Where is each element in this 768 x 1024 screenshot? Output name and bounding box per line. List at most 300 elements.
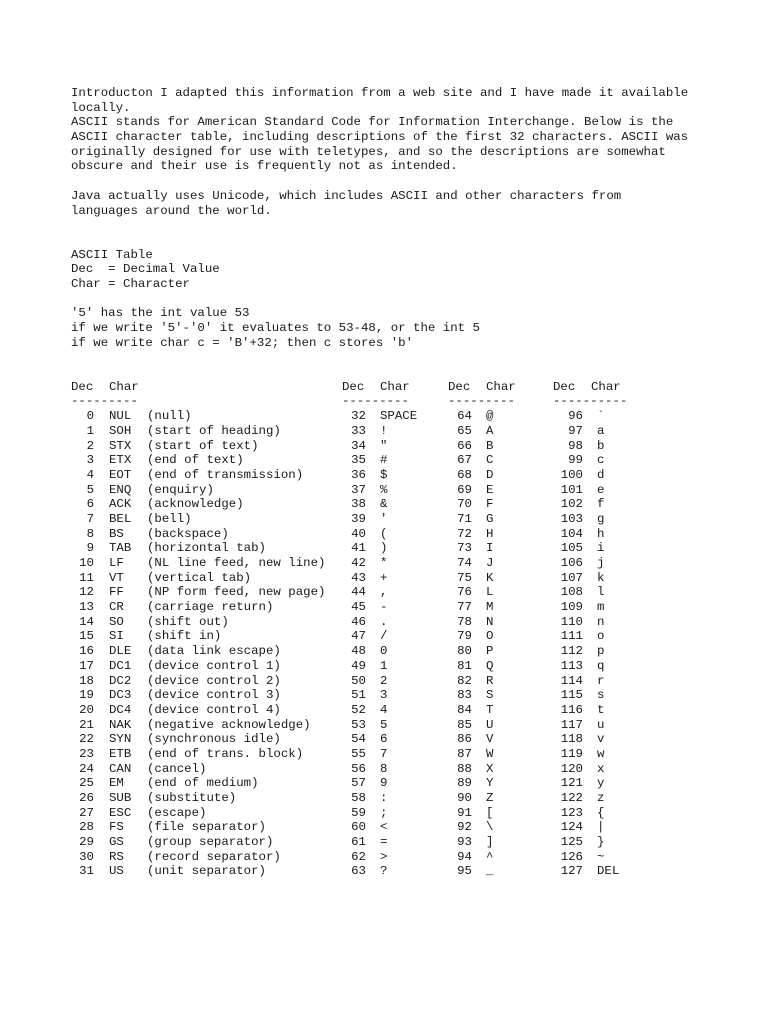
legend [71, 248, 751, 292]
dec-value: 9 [86, 541, 94, 556]
char-value: & [380, 497, 388, 512]
dec-value: 49 [351, 658, 366, 673]
char-value: w [597, 746, 605, 761]
char-abbr: SI [109, 629, 124, 644]
dec-value: 127 [560, 864, 583, 879]
char-desc: (acknowledge) [147, 497, 244, 512]
dec-value: 5 [86, 482, 94, 497]
char-value: U [486, 717, 494, 732]
dec-value: 28 [79, 820, 94, 835]
table-row [342, 747, 417, 762]
dec-value: 123 [560, 805, 583, 820]
dec-value: 21 [79, 717, 94, 732]
char-desc: (negative acknowledge) [147, 717, 311, 732]
char-value: x [597, 761, 605, 776]
char-abbr: US [109, 864, 124, 879]
table-row [448, 776, 516, 791]
char-value: n [597, 614, 605, 629]
char-value: N [486, 614, 494, 629]
char-desc: (device control 2) [147, 673, 281, 688]
java-line: Java actually uses Unicode, which includes ASCII and other characters from [71, 188, 622, 203]
table-row [448, 644, 516, 659]
dec-value: 3 [86, 453, 94, 468]
char-value: ] [486, 835, 494, 850]
table-row [448, 615, 516, 630]
char-value: 6 [380, 732, 388, 747]
table-row [342, 483, 417, 498]
table-row [342, 864, 417, 879]
table-row [342, 453, 417, 468]
char-desc: (end of text) [147, 453, 244, 468]
char-desc: (start of text) [147, 438, 259, 453]
char-value: E [486, 482, 494, 497]
char-desc: (vertical tab) [147, 570, 252, 585]
dec-value: 46 [351, 614, 366, 629]
legend-title: ASCII Table [71, 247, 153, 262]
char-desc: (shift out) [147, 614, 229, 629]
char-abbr: NAK [109, 717, 132, 732]
char-desc: (escape) [147, 805, 207, 820]
char-desc: (shift in) [147, 629, 222, 644]
intro-line: ASCII stands for American Standard Code for Information Interchange. Below is the [71, 115, 674, 130]
char-value: ! [380, 423, 388, 438]
char-value: 7 [380, 746, 388, 761]
char-abbr: DC1 [109, 658, 132, 673]
dec-header: Dec [553, 379, 576, 394]
table-row [342, 806, 417, 821]
dec-value: 36 [351, 467, 366, 482]
char-abbr: ESC [109, 805, 132, 820]
table-row [71, 806, 325, 821]
dec-value: 55 [351, 746, 366, 761]
dec-value: 106 [560, 556, 583, 571]
dec-value: 35 [351, 453, 366, 468]
legend-char: Char = Character [71, 276, 190, 291]
char-value: m [597, 600, 605, 615]
dec-value: 89 [457, 776, 472, 791]
table-row [553, 453, 627, 468]
char-desc: (backspace) [147, 526, 229, 541]
char-abbr: ETX [109, 453, 132, 468]
dec-value: 73 [457, 541, 472, 556]
char-abbr: ENQ [109, 482, 132, 497]
dec-value: 79 [457, 629, 472, 644]
char-abbr: STX [109, 438, 132, 453]
char-value: ~ [597, 849, 605, 864]
table-row [342, 718, 417, 733]
table-row [71, 674, 325, 689]
char-value: } [597, 835, 605, 850]
dec-value: 32 [351, 409, 366, 424]
table-row [71, 762, 325, 777]
char-abbr: FF [109, 585, 124, 600]
table-row [342, 688, 417, 703]
ascii-column-uppercase [448, 380, 516, 879]
table-row [553, 688, 627, 703]
dec-value: 16 [79, 644, 94, 659]
table-row [448, 820, 516, 835]
char-value: ? [380, 864, 388, 879]
char-value: V [486, 732, 494, 747]
table-row [342, 527, 417, 542]
dec-value: 115 [560, 688, 583, 703]
char-value: G [486, 511, 494, 526]
table-row [342, 439, 417, 454]
char-desc: (group separator) [147, 835, 274, 850]
dec-value: 47 [351, 629, 366, 644]
dec-value: 97 [568, 423, 583, 438]
char-header: Char [486, 379, 516, 394]
dec-value: 80 [457, 644, 472, 659]
table-row [71, 703, 325, 718]
header-rule: --------- [71, 394, 138, 409]
table-row [553, 409, 627, 424]
dec-value: 122 [560, 791, 583, 806]
table-row [553, 571, 627, 586]
dec-value: 82 [457, 673, 472, 688]
dec-value: 98 [568, 438, 583, 453]
dec-value: 110 [560, 614, 583, 629]
char-value: y [597, 776, 605, 791]
char-desc: (device control 4) [147, 702, 281, 717]
table-row [71, 409, 325, 424]
dec-value: 13 [79, 600, 94, 615]
char-value: Y [486, 776, 494, 791]
table-row [448, 732, 516, 747]
dec-value: 18 [79, 673, 94, 688]
char-desc: (substitute) [147, 791, 237, 806]
dec-value: 39 [351, 511, 366, 526]
dec-value: 38 [351, 497, 366, 512]
char-value: H [486, 526, 494, 541]
ascii-column-control [71, 380, 325, 879]
char-value: t [597, 702, 605, 717]
document-page [71, 86, 751, 900]
dec-value: 42 [351, 556, 366, 571]
dec-value: 75 [457, 570, 472, 585]
table-row [71, 791, 325, 806]
table-row [448, 497, 516, 512]
char-value: - [380, 600, 388, 615]
dec-value: 118 [560, 732, 583, 747]
char-value: * [380, 556, 388, 571]
dec-value: 96 [568, 409, 583, 424]
char-value: f [597, 497, 605, 512]
dec-value: 77 [457, 600, 472, 615]
char-desc: (cancel) [147, 761, 207, 776]
char-abbr: SUB [109, 791, 132, 806]
table-row [553, 820, 627, 835]
table-row [553, 585, 627, 600]
table-row [448, 453, 516, 468]
char-abbr: GS [109, 835, 124, 850]
dec-value: 126 [560, 849, 583, 864]
char-value: _ [486, 864, 494, 879]
char-value: z [597, 791, 605, 806]
dec-value: 109 [560, 600, 583, 615]
table-row [342, 541, 417, 556]
table-row [71, 835, 325, 850]
intro-line: originally designed for use with teletypes, and so the descriptions are somewhat [71, 144, 666, 159]
char-abbr: SO [109, 614, 124, 629]
example-line: if we write char c = 'B'+32; then c stores 'b' [71, 335, 414, 350]
table-row [553, 850, 627, 865]
dec-value: 70 [457, 497, 472, 512]
table-row [448, 512, 516, 527]
char-value: SPACE [380, 409, 418, 424]
char-value: W [486, 746, 494, 761]
table-row [448, 527, 516, 542]
table-row [553, 556, 627, 571]
table-row [553, 864, 627, 879]
table-row [553, 615, 627, 630]
char-value: 2 [380, 673, 388, 688]
table-row [553, 629, 627, 644]
dec-value: 68 [457, 467, 472, 482]
char-value: M [486, 600, 494, 615]
char-abbr: EOT [109, 467, 132, 482]
table-row [71, 497, 325, 512]
char-desc: (data link escape) [147, 644, 281, 659]
table-row [342, 585, 417, 600]
char-desc: (horizontal tab) [147, 541, 266, 556]
table-row [71, 439, 325, 454]
char-value: { [597, 805, 605, 820]
char-desc: (record separator) [147, 849, 281, 864]
legend-dec: Dec = Decimal Value [71, 262, 220, 277]
char-desc: (null) [147, 409, 192, 424]
char-header: Char [591, 379, 621, 394]
table-row [553, 600, 627, 615]
table-row [448, 850, 516, 865]
table-row [71, 718, 325, 733]
char-abbr: BEL [109, 511, 132, 526]
table-row [553, 776, 627, 791]
char-value: | [597, 820, 605, 835]
table-row [342, 409, 417, 424]
table-row [448, 688, 516, 703]
column-header [448, 380, 516, 395]
char-value: v [597, 732, 605, 747]
char-abbr: DLE [109, 644, 132, 659]
dec-value: 53 [351, 717, 366, 732]
dec-value: 20 [79, 702, 94, 717]
char-value: B [486, 438, 494, 453]
table-row [71, 527, 325, 542]
char-value: i [597, 541, 605, 556]
table-row [448, 864, 516, 879]
table-row [342, 776, 417, 791]
table-row [71, 776, 325, 791]
dec-value: 74 [457, 556, 472, 571]
table-row [342, 850, 417, 865]
table-row [71, 644, 325, 659]
char-abbr: EM [109, 776, 124, 791]
dec-value: 91 [457, 805, 472, 820]
dec-value: 99 [568, 453, 583, 468]
table-row [342, 659, 417, 674]
char-value: K [486, 570, 494, 585]
char-value: DEL [597, 864, 620, 879]
char-value: q [597, 658, 605, 673]
char-value: I [486, 541, 494, 556]
dec-value: 84 [457, 702, 472, 717]
dec-value: 8 [86, 526, 94, 541]
table-row [342, 674, 417, 689]
char-value: Q [486, 658, 494, 673]
table-row [448, 556, 516, 571]
table-row [553, 732, 627, 747]
table-row [448, 468, 516, 483]
dec-value: 19 [79, 688, 94, 703]
table-row [448, 541, 516, 556]
dec-value: 41 [351, 541, 366, 556]
char-abbr: DC4 [109, 702, 132, 717]
dec-value: 57 [351, 776, 366, 791]
char-value: : [380, 791, 388, 806]
table-row [342, 600, 417, 615]
java-paragraph [71, 189, 751, 218]
dec-value: 114 [560, 673, 583, 688]
dec-value: 33 [351, 423, 366, 438]
table-row [71, 453, 325, 468]
table-row [71, 585, 325, 600]
table-row [342, 820, 417, 835]
char-value: L [486, 585, 494, 600]
dec-value: 65 [457, 423, 472, 438]
table-row [342, 703, 417, 718]
table-row [448, 409, 516, 424]
table-row [448, 659, 516, 674]
table-row [448, 674, 516, 689]
dec-header: Dec [342, 379, 365, 394]
char-value: > [380, 849, 388, 864]
char-value: = [380, 835, 388, 850]
dec-value: 58 [351, 791, 366, 806]
dec-value: 43 [351, 570, 366, 585]
table-row [448, 791, 516, 806]
char-abbr: ACK [109, 497, 132, 512]
char-value: J [486, 556, 494, 571]
dec-value: 93 [457, 835, 472, 850]
char-value: O [486, 629, 494, 644]
dec-value: 104 [560, 526, 583, 541]
table-row [342, 424, 417, 439]
char-value: . [380, 614, 388, 629]
char-desc: (NL line feed, new line) [147, 556, 326, 571]
column-header [71, 380, 325, 395]
table-row [448, 703, 516, 718]
dec-value: 113 [560, 658, 583, 673]
dec-value: 26 [79, 791, 94, 806]
char-desc: (file separator) [147, 820, 266, 835]
char-abbr: BS [109, 526, 124, 541]
dec-value: 51 [351, 688, 366, 703]
table-row [448, 483, 516, 498]
char-desc: (synchronous idle) [147, 732, 281, 747]
char-header: Char [109, 379, 139, 394]
dec-value: 112 [560, 644, 583, 659]
table-row [448, 571, 516, 586]
char-desc: (carriage return) [147, 600, 274, 615]
char-value: X [486, 761, 494, 776]
char-value: % [380, 482, 388, 497]
table-row [553, 483, 627, 498]
char-value: 9 [380, 776, 388, 791]
table-row [71, 571, 325, 586]
dec-header: Dec [71, 379, 94, 394]
dec-value: 1 [86, 423, 94, 438]
char-abbr: SYN [109, 732, 132, 747]
dec-value: 64 [457, 409, 472, 424]
char-abbr: VT [109, 570, 124, 585]
char-value: 4 [380, 702, 388, 717]
intro-paragraph [71, 86, 751, 174]
table-row [71, 541, 325, 556]
dec-value: 124 [560, 820, 583, 835]
char-desc: (enquiry) [147, 482, 214, 497]
table-row [71, 483, 325, 498]
char-desc: (device control 1) [147, 658, 281, 673]
dec-value: 85 [457, 717, 472, 732]
dec-value: 44 [351, 585, 366, 600]
char-value: 5 [380, 717, 388, 732]
table-row [71, 688, 325, 703]
dec-value: 14 [79, 614, 94, 629]
char-abbr: DC2 [109, 673, 132, 688]
char-value: < [380, 820, 388, 835]
dec-value: 90 [457, 791, 472, 806]
dec-value: 10 [79, 556, 94, 571]
ascii-table [71, 380, 751, 900]
dec-value: 17 [79, 658, 94, 673]
char-value: ( [380, 526, 388, 541]
table-row [553, 835, 627, 850]
dec-value: 31 [79, 864, 94, 879]
dec-value: 121 [560, 776, 583, 791]
char-value: P [486, 644, 494, 659]
dec-value: 23 [79, 746, 94, 761]
char-value: ' [380, 511, 388, 526]
table-row [553, 512, 627, 527]
table-row [553, 703, 627, 718]
header-rule: --------- [342, 394, 409, 409]
dec-value: 25 [79, 776, 94, 791]
char-desc: (start of heading) [147, 423, 281, 438]
dec-value: 105 [560, 541, 583, 556]
table-row [342, 497, 417, 512]
table-row [448, 585, 516, 600]
table-row [553, 439, 627, 454]
dec-value: 71 [457, 511, 472, 526]
table-row [342, 615, 417, 630]
intro-line: obscure and their use is frequently not as intended. [71, 159, 458, 174]
char-abbr: NUL [109, 409, 132, 424]
dec-value: 0 [86, 409, 94, 424]
dec-header: Dec [448, 379, 471, 394]
char-value: p [597, 644, 605, 659]
header-rule: --------- [448, 394, 515, 409]
dec-value: 92 [457, 820, 472, 835]
table-row [342, 571, 417, 586]
dec-value: 2 [86, 438, 94, 453]
table-row [71, 732, 325, 747]
char-value: Z [486, 791, 494, 806]
char-abbr: ETB [109, 746, 132, 761]
char-desc: (unit separator) [147, 864, 266, 879]
dec-value: 50 [351, 673, 366, 688]
table-row [71, 512, 325, 527]
